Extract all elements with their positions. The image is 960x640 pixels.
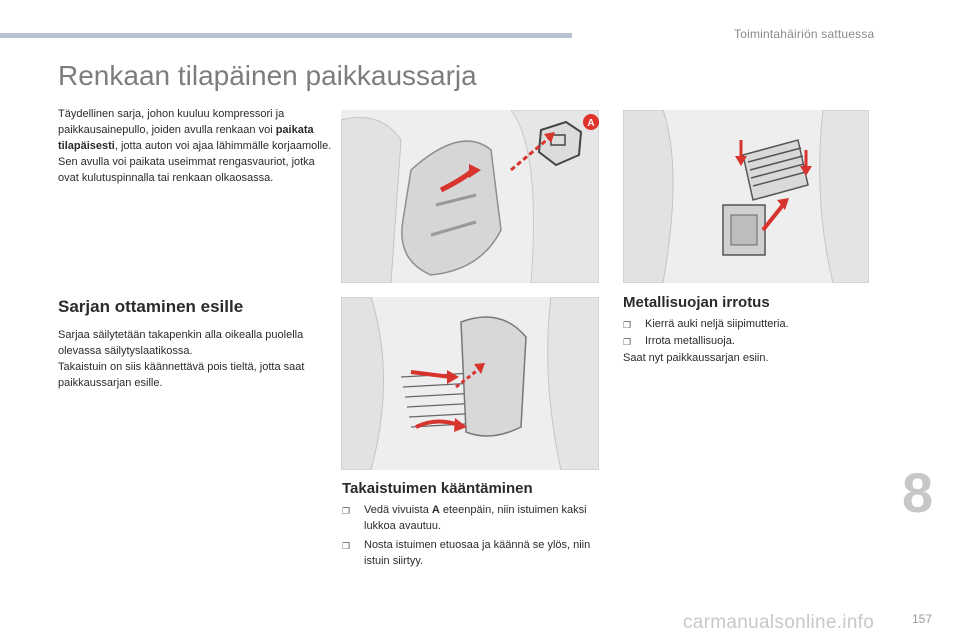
intro-paragraph-2: Sen avulla voi paikata useimmat rengasvauriot, jotka ovat kulutuspinnalla tai renkaan olkaosassa.	[58, 156, 315, 184]
metal-cover-illustration	[623, 110, 869, 283]
seat-bullet-1	[342, 502, 602, 534]
intro-text-bold: paikata tilapäisesti	[58, 124, 314, 152]
seat-bullet-1-bold: A	[431, 504, 440, 516]
bullet-icon: ❐	[623, 337, 632, 347]
seat-tilt-illustration	[341, 297, 599, 470]
callout-a-label: A	[587, 118, 595, 129]
figure-metal-cover	[623, 110, 869, 283]
section-seat-text	[342, 502, 602, 572]
figure-seat-tilt	[341, 297, 599, 470]
section-title-kit: Sarjan ottaminen esille	[58, 297, 244, 316]
section-title-seat: Takaistuimen kääntäminen	[342, 480, 533, 497]
section-kit-text	[58, 327, 333, 391]
section-cover-text	[623, 316, 913, 366]
seat-bullet-2-text: Nosta istuimen etuosaa ja käännä se ylös, niin istuin siirtyy.	[364, 539, 591, 567]
seat-bullet-1-text-a: Vedä vivuista	[364, 504, 432, 516]
figure-seat-lever	[341, 110, 599, 283]
page-title: Renkaan tilapäinen paikkaussarja	[58, 60, 477, 91]
intro-paragraph-1	[58, 106, 333, 154]
cover-paragraph: Saat nyt paikkaussarjan esiin.	[623, 352, 769, 364]
watermark: carmanualsonline.info	[683, 612, 875, 633]
cover-bullet-2	[623, 333, 913, 350]
seat-bullet-2	[342, 537, 602, 569]
bullet-icon: ❐	[342, 506, 351, 516]
kit-paragraph-1: Sarjaa säilytetään takapenkin alla oikealla puolella olevassa säilytyslaatikossa.	[58, 329, 304, 357]
section-title-cover: Metallisuojan irrotus	[623, 294, 770, 311]
seat-bullet-1-text-b: eteenpäin, niin istuimen kaksi lukkoa avautuu.	[364, 504, 587, 532]
intro-text-b: , jotta auton voi ajaa lähimmälle korjaamolle.	[114, 140, 332, 152]
chapter-number: 8	[902, 461, 934, 524]
seat-bullet-1-text	[364, 502, 602, 534]
cover-bullet-1	[623, 316, 913, 333]
kit-paragraph-2: Takaistuin on siis käännettävä pois tieltä, jotta saat paikkaussarjan esille.	[58, 361, 305, 389]
chapter-header-title: Toimintahäiriön sattuessa	[734, 27, 875, 41]
header-accent-bar	[0, 33, 572, 38]
bullet-icon: ❐	[623, 320, 632, 330]
cover-bullet-1-text: Kierrä auki neljä siipimutteria.	[645, 318, 789, 330]
bullet-icon: ❐	[342, 541, 351, 551]
intro-text	[58, 106, 333, 186]
seat-lever-illustration	[341, 110, 599, 283]
cover-bullet-2-text: Irrota metallisuoja.	[645, 335, 735, 347]
intro-text-a: Täydellinen sarja, johon kuuluu kompressori ja paikkausainepullo, joiden avulla renkaan voi	[58, 108, 285, 136]
page-number: 157	[912, 612, 933, 626]
